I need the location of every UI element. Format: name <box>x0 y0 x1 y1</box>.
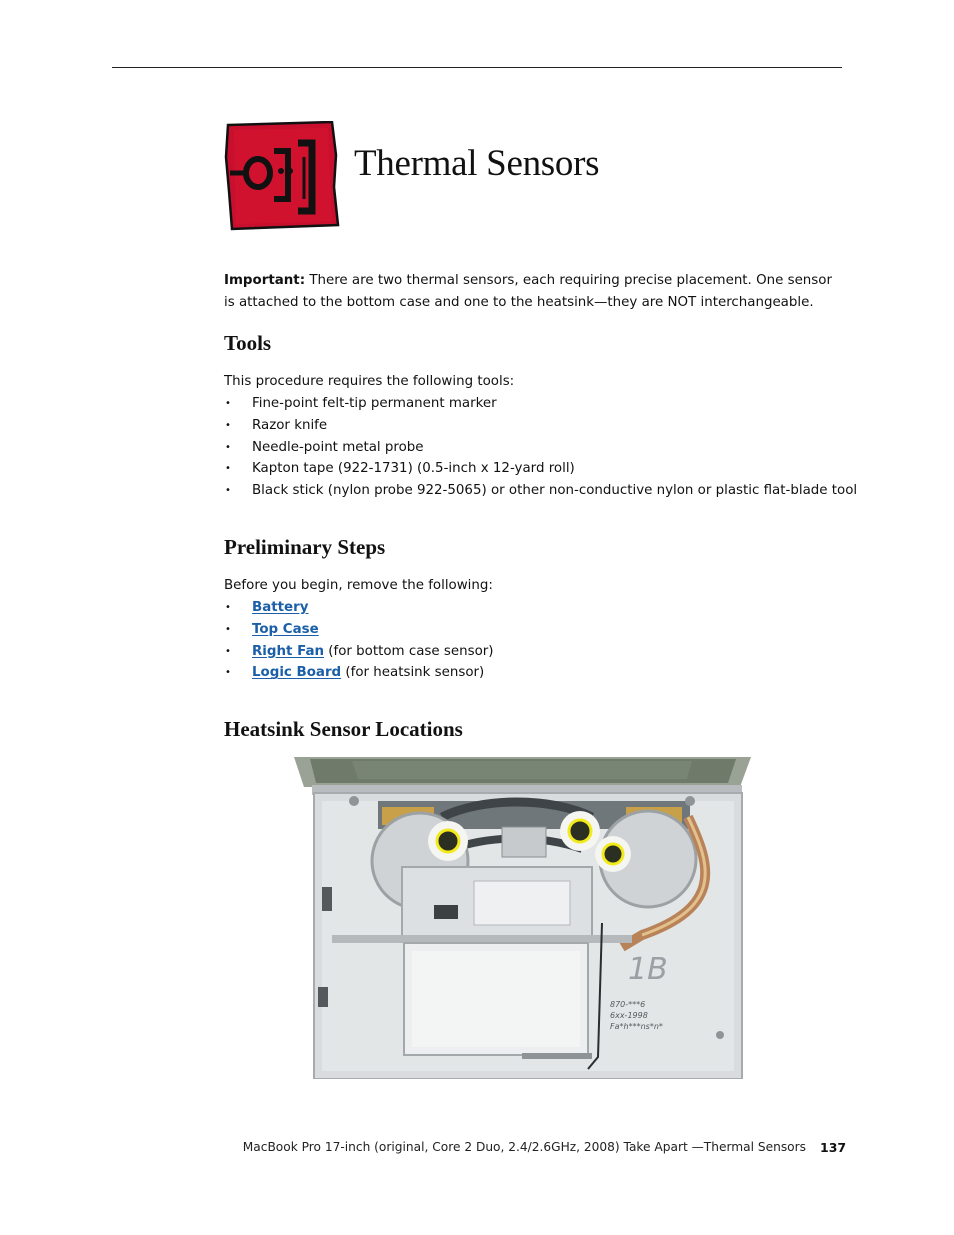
list-item: • Black stick (nylon probe 922-5065) or other non-conductive nylon or plastic flat-blade tool <box>224 480 857 502</box>
logic-board-note: (for heatsink sensor) <box>341 665 485 681</box>
list-item: • Fine-point felt-tip permanent marker <box>224 393 857 415</box>
screwdriver-tool-icon <box>224 121 340 231</box>
photo-handwriting-line: 6xx-1998 <box>610 1011 648 1020</box>
list-item: • Needle-point metal probe <box>224 437 857 459</box>
preliminary-intro: Before you begin, remove the following: <box>224 578 493 593</box>
battery-link[interactable]: Battery <box>252 600 309 615</box>
photo-handwriting-label: 1B <box>628 952 668 987</box>
list-item <box>224 619 494 641</box>
list-item: • Razor knife <box>224 415 857 437</box>
tools-list <box>224 393 857 502</box>
page-footer: MacBook Pro 17-inch (original, Core 2 Duo, 2.4/2.6GHz, 2008) Take Apart —Thermal Sensors <box>242 1140 806 1154</box>
top-case-link[interactable]: Top Case <box>252 621 319 637</box>
heatsink-sensor-locations-heading: Heatsink Sensor Locations <box>224 717 463 741</box>
preliminary-steps-heading: Preliminary Steps <box>224 535 386 559</box>
page-number: 137 <box>820 1140 847 1155</box>
important-label: Important: <box>224 273 306 288</box>
list-item <box>224 641 494 663</box>
photo-handwriting-line: 870-***6 <box>610 1000 646 1009</box>
right-fan-link[interactable]: Right Fan <box>252 643 325 659</box>
list-item <box>224 662 494 684</box>
page-title: Thermal Sensors <box>354 143 600 184</box>
right-fan-note: (for bottom case sensor) <box>324 643 494 659</box>
heatsink-sensor-photo <box>292 757 751 1079</box>
important-note <box>224 270 834 314</box>
list-item <box>224 597 494 619</box>
preliminary-list <box>224 597 494 684</box>
header-rule <box>112 67 842 68</box>
important-text: There are two thermal sensors, each requiring precise placement. One sensor is attached to the bottom case and one to the heatsink—they are NOT interchangeable. <box>224 273 832 310</box>
logic-board-link[interactable]: Logic Board <box>252 665 342 681</box>
tools-intro: This procedure requires the following tools: <box>224 374 515 389</box>
list-item: • Kapton tape (922-1731) (0.5-inch x 12-yard roll) <box>224 458 857 480</box>
tools-heading: Tools <box>224 331 272 355</box>
photo-handwriting-line: Fa*h***ns*n* <box>610 1022 663 1031</box>
